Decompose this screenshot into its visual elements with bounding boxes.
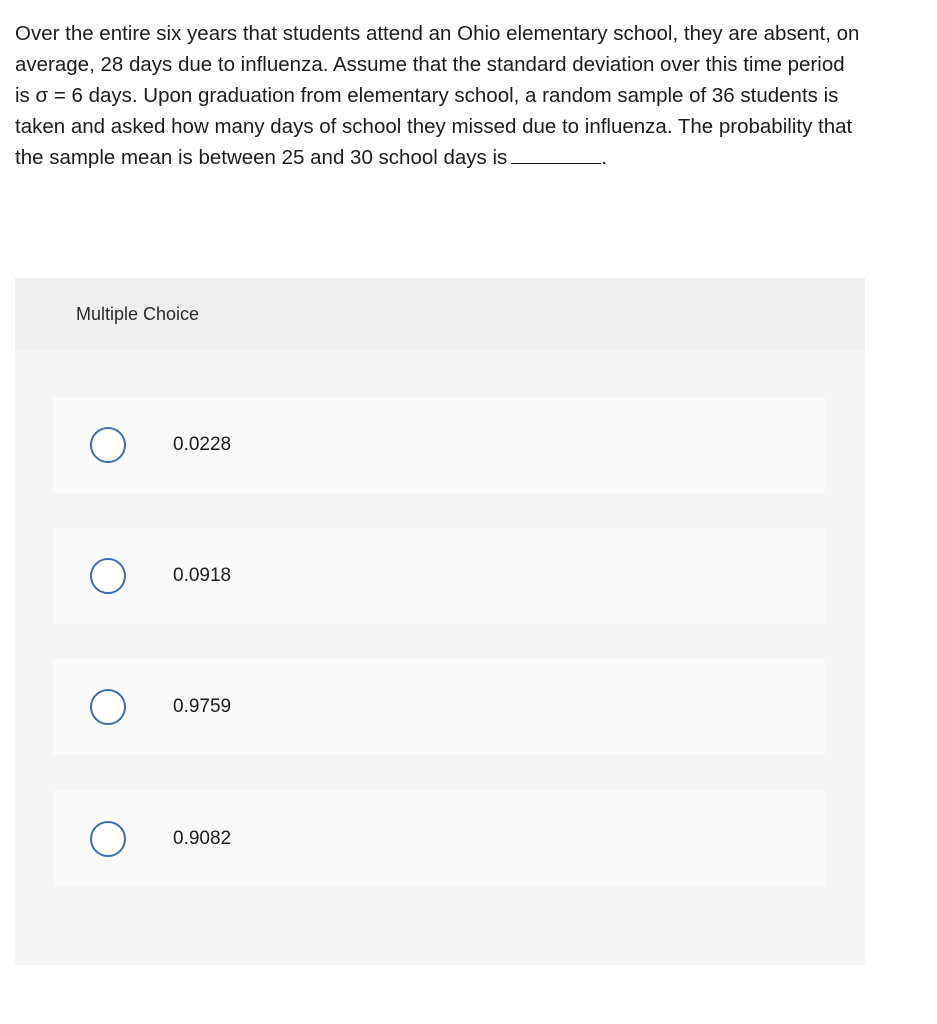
choice-label: 0.9082 — [173, 828, 232, 849]
radio-button-icon[interactable] — [90, 821, 126, 857]
choice-option-3[interactable] — [53, 659, 825, 755]
choice-option-1[interactable] — [53, 397, 825, 493]
multiple-choice-panel — [15, 278, 865, 965]
radio-button-icon[interactable] — [90, 689, 126, 725]
choice-label: 0.0228 — [173, 434, 232, 455]
radio-button-icon[interactable] — [90, 558, 126, 594]
choice-option-2[interactable] — [53, 528, 825, 624]
question-end-punct: . — [601, 146, 608, 169]
multiple-choice-title: Multiple Choice — [76, 303, 200, 324]
choice-option-4[interactable] — [53, 791, 825, 887]
multiple-choice-header — [15, 278, 865, 350]
answer-blank — [511, 143, 601, 164]
question-text — [15, 18, 865, 173]
question-body: Over the entire six years that students attend an Ohio elementary school, they are absent, on average, 28 days due to influenza. Assume that the standard deviation over this time period is σ = 6 days. Upon graduation from elementary school, a random sample of 36 students is taken and asked how many days of school they missed due to influenza. The probability that the sample mean is between 25 and 30 school days is — [15, 22, 860, 169]
choice-label: 0.9759 — [173, 696, 232, 717]
choice-label: 0.0918 — [173, 565, 232, 586]
radio-button-icon[interactable] — [90, 427, 126, 463]
